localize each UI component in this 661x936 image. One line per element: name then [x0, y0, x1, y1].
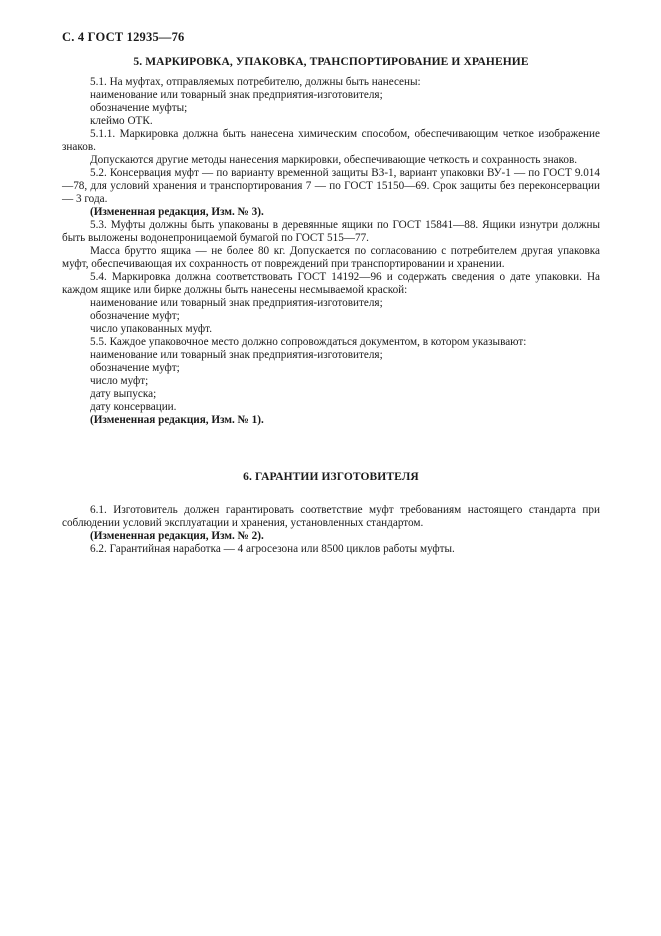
paragraph-5-1: 5.1. На муфтах, отправляемых потребителю, должны быть нанесены:: [90, 76, 421, 88]
list-item: клеймо ОТК.: [90, 115, 153, 127]
paragraph-5-2: 5.2. Консервация муфт — по варианту временной защиты ВЗ-1, вариант упаковки ВУ-1 — по ГОСТ 9.014—78, для условий хранения и транспортирования 7 — по ГОСТ 15150—69. Срок защиты без переконсервации — 3 года.: [62, 167, 600, 205]
paragraph-5-1-1-b: Допускаются другие методы нанесения маркировки, обеспечивающие четкость и сохранность знаков.: [90, 154, 578, 166]
paragraph-6-2: 6.2. Гарантийная наработка — 4 агросезона или 8500 циклов работы муфты.: [90, 543, 455, 555]
list-item: наименование или товарный знак предприятия-изготовителя;: [90, 349, 383, 361]
list-item: дату консервации.: [90, 401, 177, 413]
page-header: С. 4 ГОСТ 12935—76: [62, 30, 185, 44]
amendment-note-1: (Измененная редакция, Изм. № 1).: [90, 414, 264, 426]
list-item: обозначение муфт;: [90, 310, 180, 322]
list-item: обозначение муфт;: [90, 362, 180, 374]
paragraph-5-5: 5.5. Каждое упаковочное место должно сопровождаться документом, в котором указывают:: [90, 336, 527, 348]
section-6-title: 6. ГАРАНТИИ ИЗГОТОВИТЕЛЯ: [243, 471, 419, 483]
list-item: наименование или товарный знак предприятия-изготовителя;: [90, 89, 383, 101]
section-5-title: 5. МАРКИРОВКА, УПАКОВКА, ТРАНСПОРТИРОВАНИЕ И ХРАНЕНИЕ: [133, 56, 529, 68]
list-item: обозначение муфты;: [90, 102, 188, 114]
list-item: дату выпуска;: [90, 388, 157, 400]
list-item: число упакованных муфт.: [90, 323, 213, 335]
paragraph-5-3-b: Масса брутто ящика — не более 80 кг. Допускается по согласованию с потребителем другая упаковка муфт, обеспечивающая их сохранность от повреждений при транспортировании и хранении.: [62, 245, 600, 270]
paragraph-5-1-1: 5.1.1. Маркировка должна быть нанесена химическим способом, обеспечивающим четкое изображение знаков.: [62, 128, 600, 153]
amendment-note-2: (Измененная редакция, Изм. № 2).: [90, 530, 264, 542]
paragraph-5-3: 5.3. Муфты должны быть упакованы в деревянные ящики по ГОСТ 15841—88. Ящики изнутри должны быть выложены водонепроницаемой бумагой по ГОСТ 515—77.: [62, 219, 600, 244]
paragraph-6-1: 6.1. Изготовитель должен гарантировать соответствие муфт требованиям настоящего стандарта при соблюдении условий эксплуатации и хранения, установленных стандартом.: [62, 504, 600, 529]
section-5-body: [62, 76, 600, 427]
list-item: наименование или товарный знак предприятия-изготовителя;: [90, 297, 383, 309]
paragraph-5-4: 5.4. Маркировка должна соответствовать ГОСТ 14192—96 и содержать сведения о дате упаковки. На каждом ящике или бирке должны быть нанесены несмываемой краской:: [62, 271, 600, 296]
amendment-note-3: (Измененная редакция, Изм. № 3).: [90, 206, 264, 218]
section-6-body: [62, 504, 600, 556]
list-item: число муфт;: [90, 375, 149, 387]
